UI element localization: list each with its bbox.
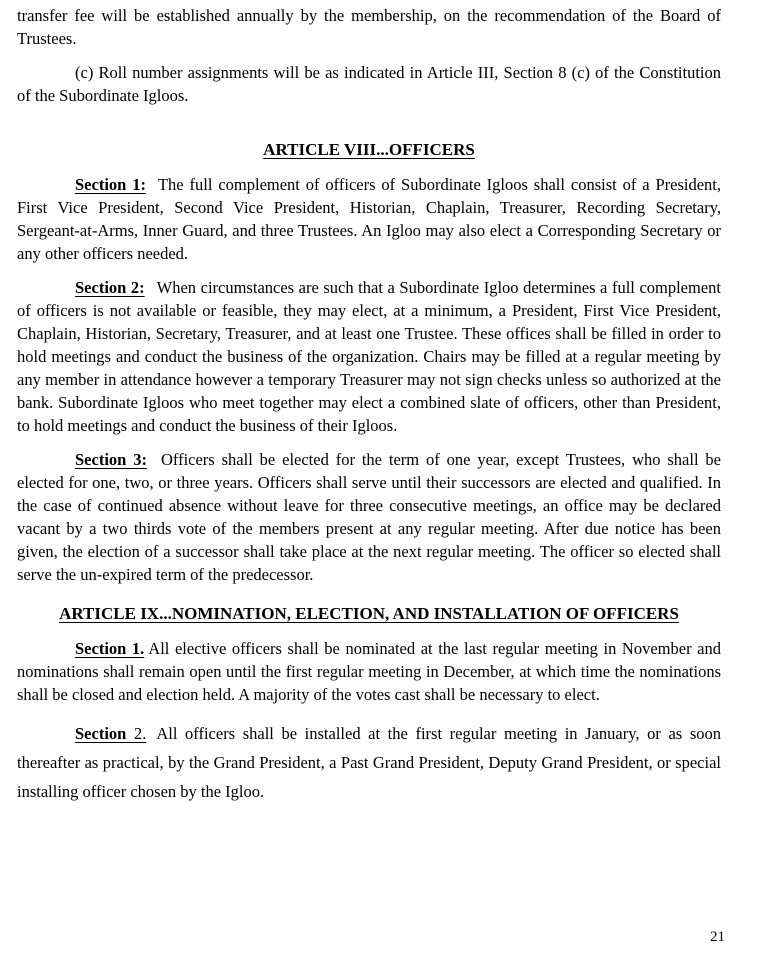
- article-ix-section-2: [17, 719, 721, 806]
- article-viii-section-2: [17, 276, 721, 437]
- article-ix-section-2-label-word: Section: [75, 724, 127, 743]
- article-ix-section-1-text: All elective officers shall be nominated at the last regular meeting in November and nominations shall remain open until the first regular meeting in December, at which time the nominations shall be closed and election held. A majority of the votes cast shall be necessary to elect.: [17, 639, 721, 704]
- article-viii-section-1-label: Section 1:: [75, 175, 146, 194]
- article-viii-section-1: [17, 173, 721, 265]
- article-viii-section-2-label: Section 2:: [75, 278, 145, 297]
- article-ix-section-1: [17, 637, 721, 706]
- paragraph-roll-number: (c) Roll number assignments will be as indicated in Article III, Section 8 (c) of the Constitution of the Subordinate Igloos.: [17, 63, 721, 105]
- article-viii-section-3: [17, 448, 721, 586]
- article-viii-section-2-text: When circumstances are such that a Subordinate Igloo determines a full complement of officers is not available or feasible, they may elect, at a minimum, a President, First Vice President, Chaplain, Historian, Secretary, Treasurer, and at least one Trustee. These offices shall be filled in order to hold meetings and conduct the business of the organization. Chairs may be filled at a regular meeting by any member in attendance however a temporary Treasurer may not sign checks unless so authorized at the bank. Subordinate Igloos who meet together may elect a combined slate of officers, other than President, to hold meetings and conduct the business of their Igloos.: [17, 278, 721, 435]
- article-viii-section-1-text: The full complement of officers of Subordinate Igloos shall consist of a President, First Vice President, Second Vice President, Historian, Chaplain, Treasurer, Recording Secretary, Sergeant-at-Arms, Inner Guard, and three Trustees. An Igloo may also elect a Corresponding Secretary or any other officers needed.: [17, 175, 721, 263]
- article-viii-heading: ARTICLE VIII...OFFICERS: [263, 140, 475, 159]
- article-ix-heading: ARTICLE IX...NOMINATION, ELECTION, AND INSTALLATION OF OFFICERS: [59, 604, 679, 623]
- article-viii-section-3-label: Section 3:: [75, 450, 147, 469]
- article-ix-section-2-text: All officers shall be installed at the first regular meeting in January, or as soon thereafter as practical, by the Grand President, a Past Grand President, Deputy Grand President, or special installing officer chosen by the Igloo.: [17, 724, 721, 801]
- page-number: 21: [710, 929, 725, 945]
- article-viii-section-3-text: Officers shall be elected for the term of one year, except Trustees, who shall be elected for one, two, or three years. Officers shall serve until their successors are elected and qualified. In the case of continued absence without leave for three consecutive meetings, an office may be declared vacant by a two thirds vote of the members present at any regular meeting. After due notice has been given, the election of a successor shall take place at the next regular meeting. The officer so elected shall serve the un-expired term of the predecessor.: [17, 450, 721, 584]
- paragraph-transfer-fee: transfer fee will be established annually by the membership, on the recommendation of the Board of Trustees.: [17, 6, 721, 48]
- article-ix-section-2-label-number: 2.: [126, 724, 147, 743]
- article-ix-section-1-label: Section 1.: [75, 639, 145, 658]
